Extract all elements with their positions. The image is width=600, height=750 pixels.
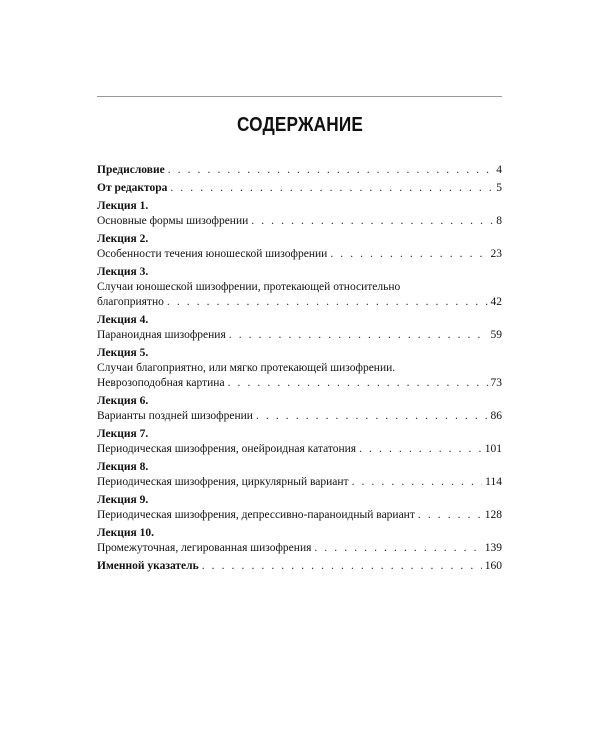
toc-entry-lecture-3[interactable] xyxy=(97,265,502,310)
toc-page-number: 42 xyxy=(490,296,502,308)
lecture-title: Варианты поздней шизофрении xyxy=(97,410,253,422)
lecture-heading: Лекция 9. xyxy=(97,494,149,506)
toc-page-number: 59 xyxy=(490,329,502,341)
lecture-title: Периодическая шизофрения, онейроидная кататония xyxy=(97,443,357,455)
lecture-title: Случаи юношеской шизофрении, протекающей относительно xyxy=(97,281,401,293)
toc-page-number: 4 xyxy=(496,164,502,176)
toc-entry-label: Предисловие xyxy=(97,164,165,176)
toc-entry-lecture-8[interactable] xyxy=(97,460,502,490)
page-title: СОДЕРЖАНИЕ xyxy=(236,114,364,136)
lecture-title: Случаи благоприятно, или мягко протекающей шизофрении. xyxy=(97,362,396,374)
table-of-contents xyxy=(97,163,502,577)
lecture-heading: Лекция 5. xyxy=(97,347,149,359)
toc-page-number: 139 xyxy=(484,542,502,554)
toc-page-number: 160 xyxy=(484,560,502,572)
toc-entry-lecture-4[interactable] xyxy=(97,313,502,343)
lecture-heading: Лекция 3. xyxy=(97,266,149,278)
dot-leader xyxy=(352,475,483,490)
lecture-title: Особенности течения юношеской шизофрении xyxy=(97,248,328,260)
lecture-title: Периодическая шизофрения, циркулярный вариант xyxy=(97,476,349,488)
toc-page-number: 86 xyxy=(490,410,502,422)
lecture-title: Параноидная шизофрения xyxy=(97,329,226,341)
toc-entry-lecture-2[interactable] xyxy=(97,232,502,262)
lecture-heading: Лекция 6. xyxy=(97,395,149,407)
lecture-heading: Лекция 8. xyxy=(97,461,149,473)
dot-leader xyxy=(251,214,493,229)
dot-leader xyxy=(359,442,482,457)
toc-entry-lecture-5[interactable] xyxy=(97,346,502,391)
toc-entry-index[interactable] xyxy=(97,559,502,574)
lecture-title: Неврозоподобная картина xyxy=(97,377,225,389)
toc-page-number: 8 xyxy=(496,215,502,227)
dot-leader xyxy=(168,163,494,178)
lecture-heading: Лекция 10. xyxy=(97,527,154,539)
toc-page-number: 73 xyxy=(490,377,502,389)
lecture-title: Основные формы шизофрении xyxy=(97,215,249,227)
dot-leader xyxy=(202,559,482,574)
toc-entry-lecture-6[interactable] xyxy=(97,394,502,424)
lecture-title: Промежуточная, легированная шизофрения xyxy=(97,542,312,554)
toc-entry-lecture-10[interactable] xyxy=(97,526,502,556)
toc-entry-label: От редактора xyxy=(97,182,168,194)
dot-leader xyxy=(314,541,481,556)
dot-leader xyxy=(167,295,488,310)
toc-page-number: 114 xyxy=(485,476,502,488)
top-divider xyxy=(97,96,502,97)
toc-page-number: 128 xyxy=(484,509,502,521)
lecture-title: Периодическая шизофрения, депрессивно-параноидный вариант xyxy=(97,509,415,521)
toc-entry-lecture-1[interactable] xyxy=(97,199,502,229)
lecture-heading: Лекция 7. xyxy=(97,428,149,440)
dot-leader xyxy=(170,181,493,196)
lecture-title: благоприятно xyxy=(97,296,164,308)
toc-entry-preface[interactable] xyxy=(97,163,502,178)
dot-leader xyxy=(256,409,488,424)
dot-leader xyxy=(228,376,488,391)
toc-page-number: 101 xyxy=(484,443,502,455)
lecture-heading: Лекция 1. xyxy=(97,200,149,212)
lecture-heading: Лекция 2. xyxy=(97,233,149,245)
toc-page-number: 5 xyxy=(496,182,502,194)
lecture-heading: Лекция 4. xyxy=(97,314,149,326)
toc-entry-lecture-7[interactable] xyxy=(97,427,502,457)
toc-entry-editor[interactable] xyxy=(97,181,502,196)
toc-page-number: 23 xyxy=(490,248,502,260)
toc-entry-label: Именной указатель xyxy=(97,560,199,572)
toc-entry-lecture-9[interactable] xyxy=(97,493,502,523)
dot-leader xyxy=(418,508,482,523)
dot-leader xyxy=(229,328,488,343)
dot-leader xyxy=(330,247,487,262)
